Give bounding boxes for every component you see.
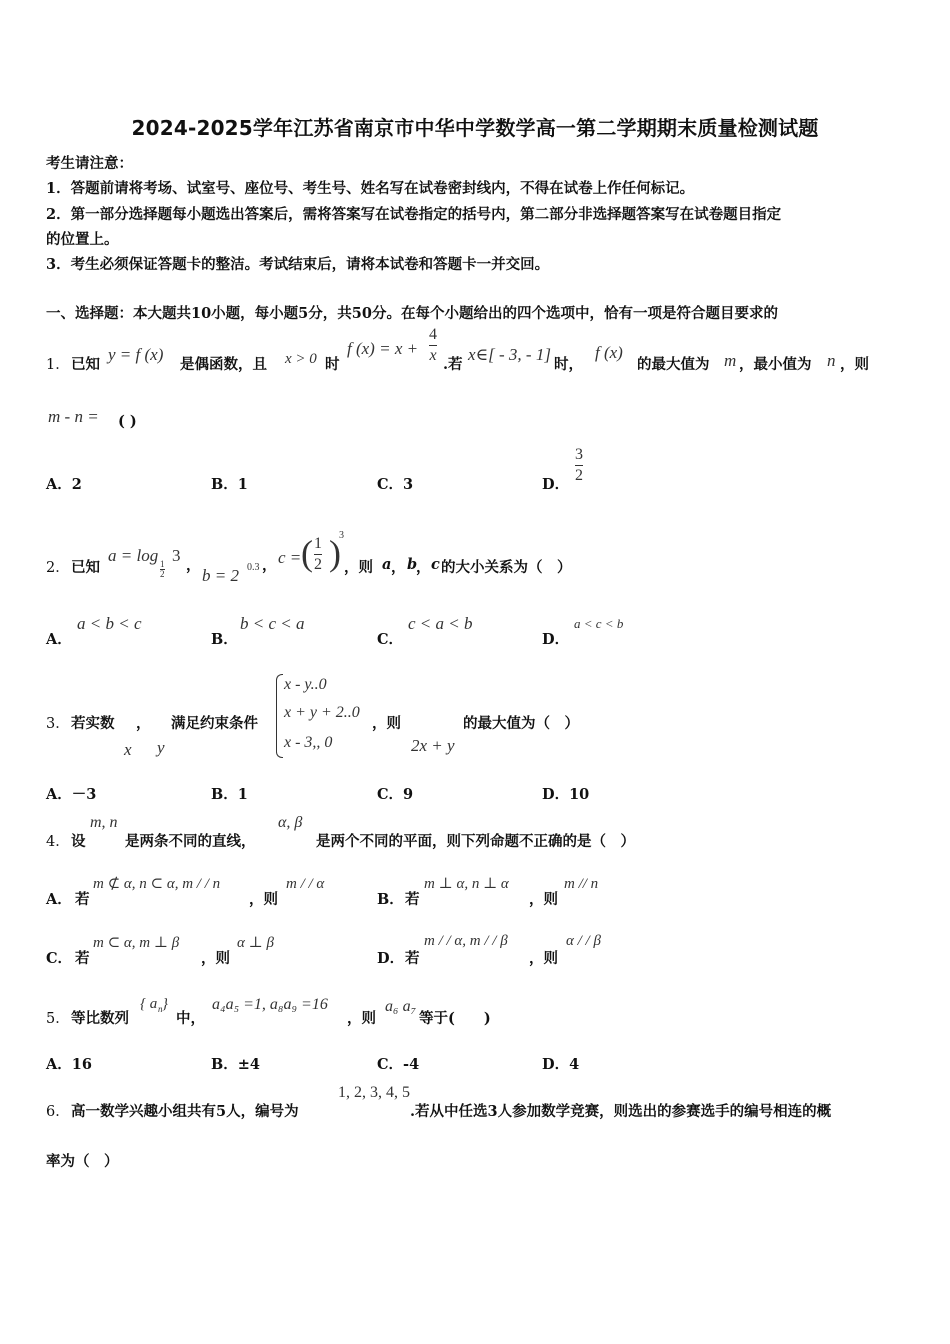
fraction-bar bbox=[575, 465, 583, 466]
notice-item-3: 3．考生必须保证答题卡的整洁。考试结束后，请将本试卷和答题卡一并交回。 bbox=[46, 256, 550, 273]
q6-text-2: .若从中任选3人参加数学竞赛，则选出的参赛选手的编号相连的概 bbox=[410, 1103, 832, 1120]
q3-option-b[interactable] bbox=[211, 783, 248, 804]
option-label: B． bbox=[211, 476, 238, 493]
q4-option-a-mid: ，则 bbox=[249, 891, 278, 908]
q2-frac bbox=[314, 536, 322, 573]
q5-option-a[interactable] bbox=[46, 1053, 92, 1074]
q2-text-1: 已知 bbox=[71, 559, 100, 576]
q5-math-1-sub: n bbox=[158, 1004, 163, 1014]
base-den: 2 bbox=[160, 569, 165, 579]
q3-constraint-2: x + y + 2..0 bbox=[284, 704, 360, 721]
q1-text-8: ，则 bbox=[840, 356, 869, 373]
page-title: 2024-2025学年江苏省南京市中华中学数学高一第二学期期末质量检测试题 bbox=[131, 116, 819, 140]
q2-option-a[interactable]: A． bbox=[46, 631, 72, 648]
q1-text-5: 时， bbox=[554, 356, 583, 373]
q1-math-1: y = f (x) bbox=[108, 345, 164, 364]
q1-frac-num: 4 bbox=[429, 326, 437, 343]
notice-item-2: 2．第一部分选择题每小题选出答案后，需将答案写在试卷指定的括号内，第二部分非选择题答案写在试卷题目指定 bbox=[46, 206, 782, 223]
q4-number: 4． bbox=[46, 834, 70, 850]
q3-constraint-1: x - y..0 bbox=[284, 676, 327, 693]
q2-text-2: ，则 bbox=[344, 559, 373, 576]
q2-options bbox=[46, 608, 906, 648]
q3-var-x: x bbox=[124, 740, 132, 759]
q2-math-b-exp: 0.3 bbox=[247, 562, 260, 573]
q1-text-6: 的最大值为 bbox=[637, 356, 710, 373]
q6-math-1: 1, 2, 3, 4, 5 bbox=[338, 1084, 410, 1101]
q4-text-2: 是两条不同的直线， bbox=[125, 833, 256, 850]
q2-option-d-value: a < c < b bbox=[574, 616, 624, 631]
option-label: D． bbox=[542, 786, 570, 803]
q3-number: 3． bbox=[46, 716, 70, 732]
notice-heading: 考生请注意： bbox=[46, 155, 133, 172]
q4-option-b[interactable]: B． bbox=[377, 891, 404, 908]
option-value: 2 bbox=[71, 476, 82, 493]
option-label: A． bbox=[46, 476, 72, 493]
q3-constraint-3: x - 3,, 0 bbox=[284, 734, 333, 751]
q4-text-1: 设 bbox=[71, 833, 86, 850]
q6-text-1: 高一数学兴趣小组共有5人，编号为 bbox=[71, 1103, 299, 1120]
q4-option-c-res: α ⊥ β bbox=[237, 935, 274, 951]
q5-math-1-close: } bbox=[162, 996, 168, 1012]
q5-text-4: 等于( ) bbox=[419, 1010, 491, 1027]
option-label: C． bbox=[377, 1056, 404, 1073]
q2-math-a: a = log bbox=[108, 546, 159, 565]
option-value: 16 bbox=[71, 1056, 92, 1073]
q2-number: 2． bbox=[46, 560, 70, 576]
q2-paren-right: ) bbox=[329, 533, 341, 573]
q1-math-6: m bbox=[724, 351, 737, 370]
q2-comma-b: ， bbox=[416, 559, 431, 576]
option-value: 1 bbox=[237, 476, 248, 493]
question-5 bbox=[46, 990, 906, 1030]
q4-option-d-res: α / / β bbox=[566, 933, 601, 949]
q5-option-d[interactable] bbox=[542, 1053, 579, 1074]
q1-math-7: n bbox=[827, 351, 836, 370]
q4-option-a[interactable]: A． bbox=[46, 891, 72, 908]
q4-option-a-cond: m ⊄ α, n ⊂ α, m / / n bbox=[93, 876, 221, 892]
base-num: 1 bbox=[160, 559, 165, 569]
q4-option-b-cond: m ⊥ α, n ⊥ α bbox=[424, 876, 509, 892]
q1-math-4: x∈[ - 3, - 1] bbox=[468, 345, 551, 364]
q2-comma-a: ， bbox=[391, 559, 406, 576]
q4-option-b-res: m // n bbox=[564, 876, 599, 892]
q3-var-y: y bbox=[157, 738, 165, 757]
option-value: ±4 bbox=[237, 1056, 261, 1073]
frac-num: 3 bbox=[575, 446, 583, 463]
q1-math-2: x > 0 bbox=[285, 351, 317, 367]
q1-paren: ( ) bbox=[118, 413, 137, 430]
q5-text-3: ，则 bbox=[347, 1010, 376, 1027]
section-heading: 一、选择题：本大题共10小题，每小题5分，共50分。在每个小题给出的四个选项中，恰有一项是符合题目要求的 bbox=[46, 305, 778, 322]
q2-math-a-base bbox=[160, 560, 165, 579]
notice-item-2-cont: 的位置上。 bbox=[46, 231, 119, 248]
q4-option-b-mid: ，则 bbox=[529, 891, 558, 908]
q4-options bbox=[46, 870, 906, 970]
option-label: A． bbox=[46, 1056, 72, 1073]
q2-option-b[interactable]: B． bbox=[211, 631, 238, 648]
q1-option-c[interactable] bbox=[377, 473, 413, 494]
q5-number: 5． bbox=[46, 1011, 70, 1027]
q2-math-b: b = 2 bbox=[202, 566, 239, 585]
q5-math-2: a₄a₅ =1, a₈a₉ =16 bbox=[212, 996, 328, 1013]
q5-math-3: a₆ a₇ bbox=[385, 998, 417, 1015]
q5-text-2: 中， bbox=[176, 1010, 205, 1027]
option-label: D． bbox=[542, 476, 570, 493]
q2-option-b-value: b < c < a bbox=[240, 614, 305, 633]
q1-math-8: m - n = bbox=[48, 407, 99, 426]
q1-math-3: f (x) = x + bbox=[347, 339, 419, 358]
q1-text-3: 时 bbox=[325, 356, 340, 373]
option-value: 10 bbox=[569, 786, 590, 803]
q4-math-2: α, β bbox=[278, 814, 303, 831]
q4-option-c-cond: m ⊂ α, m ⊥ β bbox=[93, 935, 180, 951]
q3-option-c[interactable] bbox=[377, 783, 413, 804]
q2-math-c: c = bbox=[278, 548, 302, 567]
q1-frac-den: x bbox=[429, 347, 437, 364]
q3-brace bbox=[276, 674, 283, 758]
option-label: B． bbox=[211, 786, 238, 803]
q1-text-4: .若 bbox=[443, 356, 463, 373]
q4-math-1: m, n bbox=[90, 814, 118, 831]
q1-option-d[interactable] bbox=[542, 473, 569, 494]
q1-number: 1． bbox=[46, 357, 70, 373]
question-2 bbox=[46, 528, 906, 588]
q2-var-c: c bbox=[431, 556, 440, 573]
q4-option-a-res: m / / α bbox=[286, 876, 325, 892]
option-label: C． bbox=[377, 786, 404, 803]
q1-option-d-frac bbox=[575, 447, 583, 484]
q4-option-c[interactable]: C． bbox=[46, 950, 73, 967]
fraction-bar bbox=[429, 345, 437, 346]
q2-paren-left: ( bbox=[301, 533, 313, 573]
q2-math-c-exp: 3 bbox=[339, 530, 344, 541]
frac-den: 2 bbox=[314, 556, 322, 573]
q2-comma-1: ， bbox=[186, 557, 201, 574]
option-value: 3 bbox=[403, 476, 414, 493]
option-value: －3 bbox=[71, 786, 97, 803]
q4-option-d-mid: ，则 bbox=[529, 950, 558, 967]
q3-text-4: 的最大值为（ ） bbox=[463, 715, 579, 732]
q2-comma-2: ， bbox=[262, 557, 277, 574]
notice-item-1: 1．答题前请将考场、试室号、座位号、考生号、姓名写在试卷密封线内，不得在试卷上作任何标记。 bbox=[46, 180, 695, 197]
q5-text-1: 等比数列 bbox=[71, 1010, 129, 1027]
q3-text-3: ，则 bbox=[372, 715, 401, 732]
question-4 bbox=[46, 812, 906, 852]
q4-option-d-cond: m / / α, m / / β bbox=[424, 933, 508, 949]
q6-number: 6． bbox=[46, 1104, 70, 1120]
q2-option-d[interactable]: D． bbox=[542, 631, 570, 648]
q6-text-3: 率为（ ） bbox=[46, 1153, 119, 1170]
q3-text-1: 若实数 bbox=[71, 715, 115, 732]
question-3 bbox=[46, 672, 906, 762]
q1-text-7: ，最小值为 bbox=[739, 356, 812, 373]
option-label: A． bbox=[46, 786, 72, 803]
q2-var-a: a bbox=[382, 556, 392, 573]
q5-options bbox=[46, 1045, 906, 1075]
q4-option-c-mid: ，则 bbox=[201, 950, 230, 967]
q2-option-a-value: a < b < c bbox=[77, 614, 142, 633]
question-6 bbox=[46, 1082, 916, 1172]
q3-options bbox=[46, 775, 906, 805]
q1-option-b[interactable] bbox=[211, 473, 248, 494]
option-label: D． bbox=[542, 1056, 570, 1073]
option-value: -4 bbox=[403, 1056, 420, 1073]
fraction-bar bbox=[314, 554, 322, 555]
q3-expr: 2x + y bbox=[411, 736, 455, 755]
q4-text-3: 是两个不同的平面，则下列命题不正确的是（ ） bbox=[316, 833, 635, 850]
q4-option-a-pre: 若 bbox=[75, 891, 90, 908]
q5-option-c[interactable] bbox=[377, 1053, 419, 1074]
q1-frac bbox=[429, 327, 437, 364]
option-value: 9 bbox=[403, 786, 414, 803]
q2-var-b: b bbox=[407, 556, 418, 573]
q2-text-3: 的大小关系为（ ） bbox=[441, 559, 572, 576]
q1-option-a[interactable] bbox=[46, 473, 82, 494]
q2-option-c-value: c < a < b bbox=[408, 614, 473, 633]
option-value: 1 bbox=[237, 786, 248, 803]
option-label: B． bbox=[211, 1056, 238, 1073]
q3-option-a[interactable] bbox=[46, 783, 96, 804]
question-1 bbox=[46, 326, 906, 445]
frac-num: 1 bbox=[314, 535, 322, 552]
option-value: 4 bbox=[569, 1056, 580, 1073]
q1-text-2: 是偶函数，且 bbox=[180, 356, 267, 373]
q1-math-5: f (x) bbox=[595, 343, 623, 362]
q4-option-c-pre: 若 bbox=[75, 950, 90, 967]
q3-text-2: 满足约束条件 bbox=[171, 715, 258, 732]
q3-option-d[interactable] bbox=[542, 783, 589, 804]
q5-math-1: { a bbox=[140, 996, 158, 1012]
q4-option-d[interactable]: D． bbox=[377, 950, 405, 967]
q2-math-a-arg: 3 bbox=[172, 546, 181, 565]
q3-comma: ， bbox=[136, 715, 151, 732]
q4-option-d-pre: 若 bbox=[405, 950, 420, 967]
q4-option-b-pre: 若 bbox=[405, 891, 420, 908]
q5-option-b[interactable] bbox=[211, 1053, 260, 1074]
option-label: C． bbox=[377, 476, 404, 493]
q2-option-c[interactable]: C． bbox=[377, 631, 404, 648]
q1-options bbox=[46, 445, 906, 495]
q1-text-1: 已知 bbox=[71, 356, 100, 373]
frac-den: 2 bbox=[575, 467, 583, 484]
